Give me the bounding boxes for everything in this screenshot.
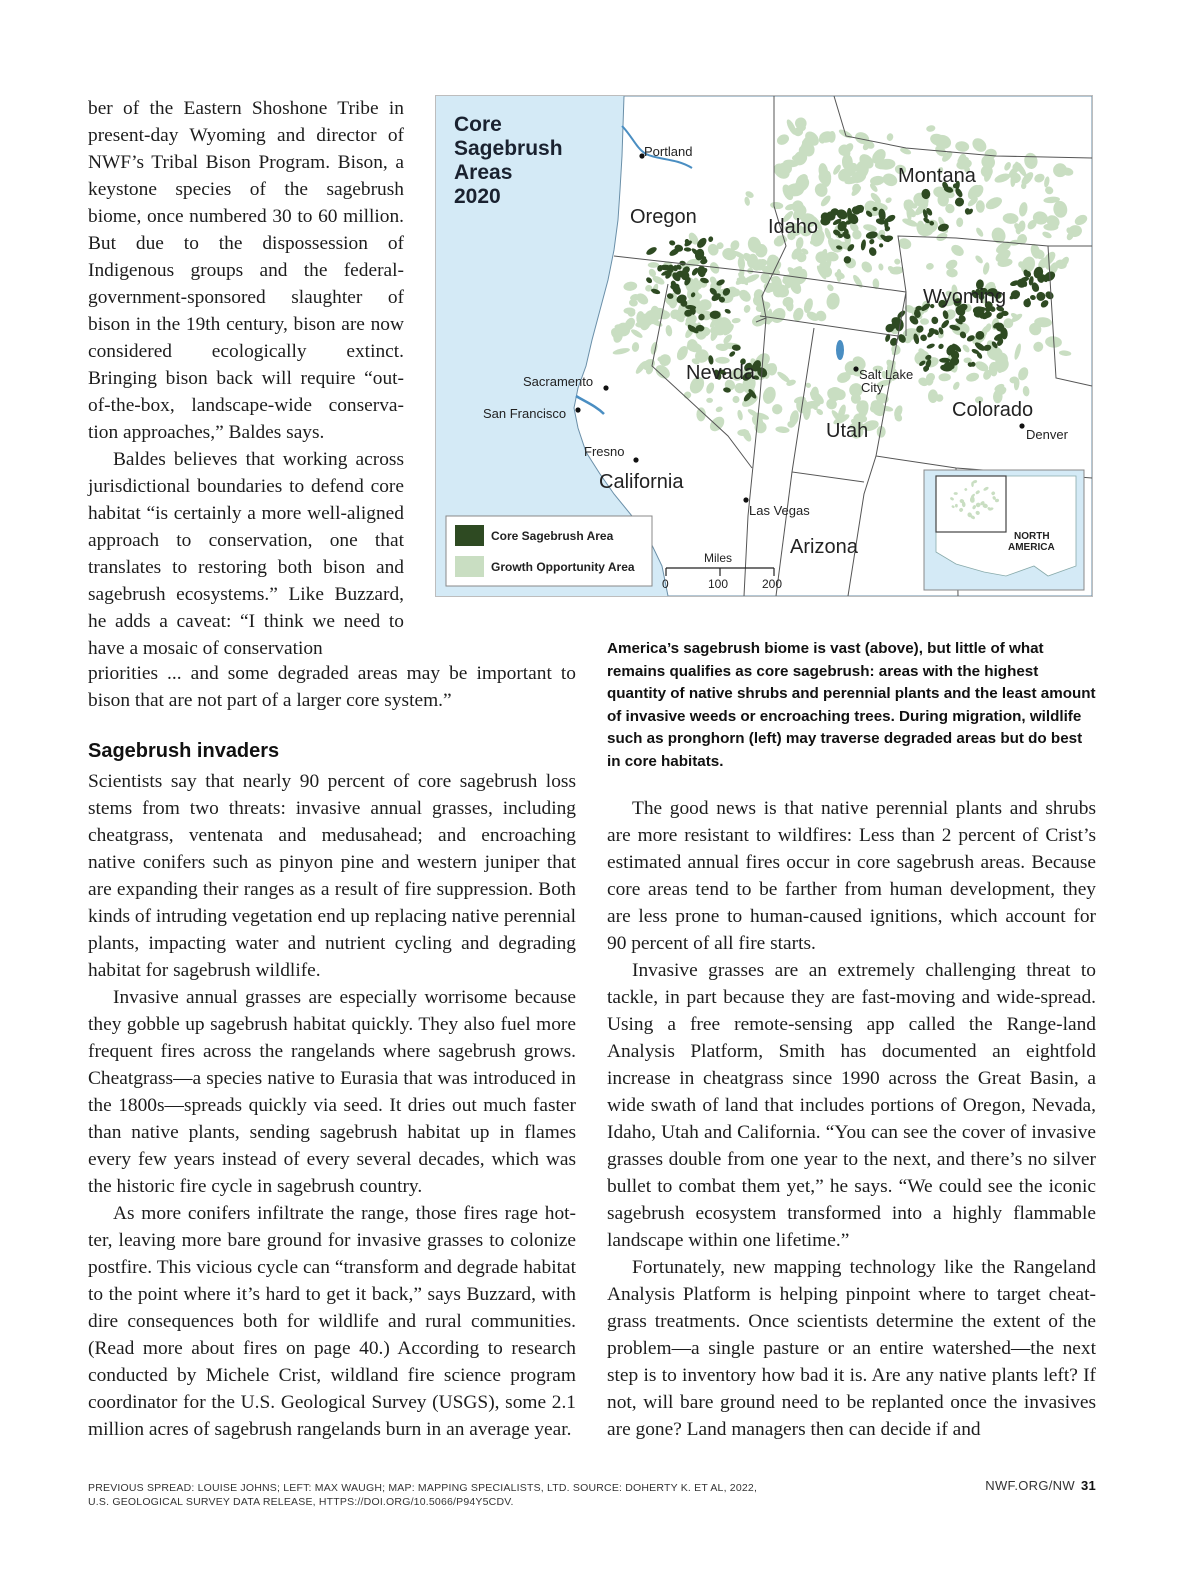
- body-paragraph: Fortunately, new mapping technology like the Rangeland Analysis Platform is helping pinpoint where to target cheat-grass treatments. Once scientists determine the extent of the problem—a single pasture or an entire watershed—the next step is to inventory how bad it is. Are any native plants left? If not, will bare ground need to be replanted once the invasives are gone? Land managers then can decide if and: [607, 1257, 1096, 1440]
- scale-tick: 100: [708, 577, 729, 591]
- photo-credits: [88, 1481, 757, 1509]
- state-label-colorado: Colorado: [952, 399, 1034, 421]
- vegetation-patch: [706, 398, 713, 403]
- map-title-line: Areas: [454, 161, 513, 184]
- state-label-idaho: Idaho: [768, 216, 819, 238]
- vegetation-patch: [636, 311, 645, 325]
- state-label-utah: Utah: [826, 420, 869, 442]
- sagebrush-map: [435, 95, 1093, 597]
- state-label-oregon: Oregon: [630, 206, 697, 228]
- legend-growth-swatch: [455, 556, 484, 577]
- body-paragraph: Invasive grasses are an extremely challenging threat to tackle, in part because they are fast-moving and wide-spread. Using a free remote-sensing app called the Range-land Analysis Platform, Smith has documented an eightfold increase in cheatgrass since 1990 across the Great Basin, a wide swath of land that includes portions of Oregon, Nevada, Idaho, Utah and California. “You can see the cover of invasive grasses double from one year to the next, and there’s no silver bullet to combat them yet,” he says. “We could see the iconic sagebrush ecosystem transformed into a highly flammable landscape within one lifetime.”: [607, 960, 1096, 1251]
- article-column-right: [607, 795, 1096, 1443]
- scale-tick: 200: [762, 577, 783, 591]
- article-column-left: [88, 768, 576, 1443]
- legend-growth-label: Growth Opportunity Area: [491, 560, 635, 574]
- city-label-fresno: Fresno: [584, 444, 625, 459]
- city-label-city: City: [861, 380, 884, 395]
- map-legend: [446, 516, 652, 586]
- article-column-wrap: [88, 660, 576, 714]
- vegetation-patch: [939, 358, 950, 363]
- page-footer: [985, 1478, 1096, 1493]
- body-paragraph: Scientists say that nearly 90 percent of core sagebrush loss stems from two threats: invasive annual grasses, including cheatgrass, ventenata and medusahead; and encroaching native conifers such as pinyon pine and western juniper that are expanding their ranges as a result of fire suppression. Both kinds of intruding vegetation end up replacing native perennial plants, impacting water and nutrient cycling and degrading habitat for sagebrush wildlife.: [88, 771, 576, 981]
- body-paragraph: Baldes believes that working across jurisdictional boundaries to defend core habitat “is certainly a more well-aligned approach to conservation, one that translates to restoring both bison and sagebrush ecosystems.” Like Buzzard, he adds a caveat: “I think we need to have a mosaic of conservation: [88, 449, 404, 659]
- body-paragraph: priorities ... and some degraded areas may be important to bison that are not part of a larger core system.”: [88, 663, 576, 711]
- legend-core-swatch: [455, 525, 484, 546]
- scale-unit: Miles: [704, 551, 733, 565]
- city-label-portland: Portland: [644, 144, 693, 159]
- vegetation-patch: [648, 262, 659, 268]
- map-title-line: Core: [454, 113, 502, 136]
- map-title-line: 2020: [454, 185, 501, 208]
- vegetation-patch: [733, 396, 740, 403]
- state-label-wyoming: Wyoming: [923, 286, 1007, 308]
- map-caption: America’s sagebrush biome is vast (above), but little of what remains qualifies as core sagebrush: areas with the highest quantity of native shrubs and perennial plants and the least amount of invasive weeds or encroaching trees. During migration, wildlife such as pronghorn (left) may traverse degraded areas but do best in core habitats.: [607, 640, 1096, 770]
- state-label-montana: Montana: [898, 165, 976, 187]
- body-paragraph: Invasive annual grasses are especially worrisome because they gobble up sagebrush habitat quickly. They also fuel more frequent fires across the rangelands where sagebrush grows. Cheatgrass—a species native to Eurasia that was introduced in the 1800s—spreads quickly via seed. It dries out much faster than native plants, sending sagebrush habitat up in flames every few years instead of every several decades, which was the historic fire cycle in sagebrush country.: [88, 987, 576, 1197]
- body-paragraph: As more conifers infiltrate the range, those fires rage hotter, leaving more bare ground for invasive grasses to colonize postfire. This vicious cycle can “transform and degrade habitat to the point where it’s hard to get it back,” says Buzzard, with dire consequences both for wildlife and rural communities. (Read more about fires on page 40.) According to research conducted by Michele Crist, wildland fire science program coordinator for the U.S. Geological Survey (USGS), some 2.1 million acres of sagebrush rangelands burn in an average year.: [88, 1203, 576, 1440]
- scale-tick: 0: [662, 577, 669, 591]
- body-paragraph: ber of the Eastern Shoshone Tribe in present-day Wyoming and director of NWF’s Tribal Bison Program. Bison, a keystone species of the sagebrush biome, once numbered 30 to 60 million. But due to the dispossession of Indigenous groups and the federal-government-sponsored slaughter of bison in the 19th century, bison are now considered ecologically extinct. Bringing bison back will require “out-of-the-box, landscape-wide conservation approaches,” Baldes says.: [88, 98, 404, 443]
- article-column-top: [88, 95, 404, 662]
- city-label-las-vegas: Las Vegas: [749, 503, 810, 518]
- state-label-arizona: Arizona: [790, 536, 858, 558]
- vegetation-patch: [928, 389, 938, 403]
- map-title-line: Sagebrush: [454, 137, 563, 160]
- great-salt-lake: [836, 340, 844, 360]
- credits-line: U.S. GEOLOGICAL SURVEY DATA RELEASE, HTTPS://DOI.ORG/10.5066/P94Y5CDV.: [88, 1496, 514, 1508]
- city-label-salt-lake: Salt Lake: [859, 367, 914, 382]
- inset-label: AMERICA: [1008, 542, 1055, 553]
- credits-line: PREVIOUS SPREAD: LOUISE JOHNS; LEFT: MAX WAUGH; MAP: MAPPING SPECIALISTS, LTD. SOURCE: DOHERTY K. ET AL, 2022,: [88, 1482, 758, 1494]
- legend-core-label: Core Sagebrush Area: [491, 529, 614, 543]
- north-america-inset: [924, 470, 1084, 590]
- section-heading: Sagebrush invaders: [88, 740, 280, 762]
- site-url: NWF.ORG/NW: [985, 1478, 1075, 1493]
- city-label-san-francisco: San Francisco: [483, 406, 567, 421]
- city-label-sacramento: Sacramento: [523, 374, 594, 389]
- inset-label: NORTH: [1014, 531, 1050, 542]
- body-paragraph: The good news is that native perennial plants and shrubs are more resistant to wildfires: Less than 2 percent of Crist’s estimated annual fires occur in core sagebrush areas. Because core areas tend to be farther from human development, they are less prone to human-caused ignitions, which account for 90 percent of all fire starts.: [607, 798, 1096, 954]
- page-number: 31: [1080, 1478, 1096, 1493]
- state-label-california: California: [599, 471, 684, 493]
- city-label-denver: Denver: [1026, 427, 1068, 442]
- state-label-nevada: Nevada: [686, 362, 755, 384]
- vegetation-patch: [710, 311, 721, 319]
